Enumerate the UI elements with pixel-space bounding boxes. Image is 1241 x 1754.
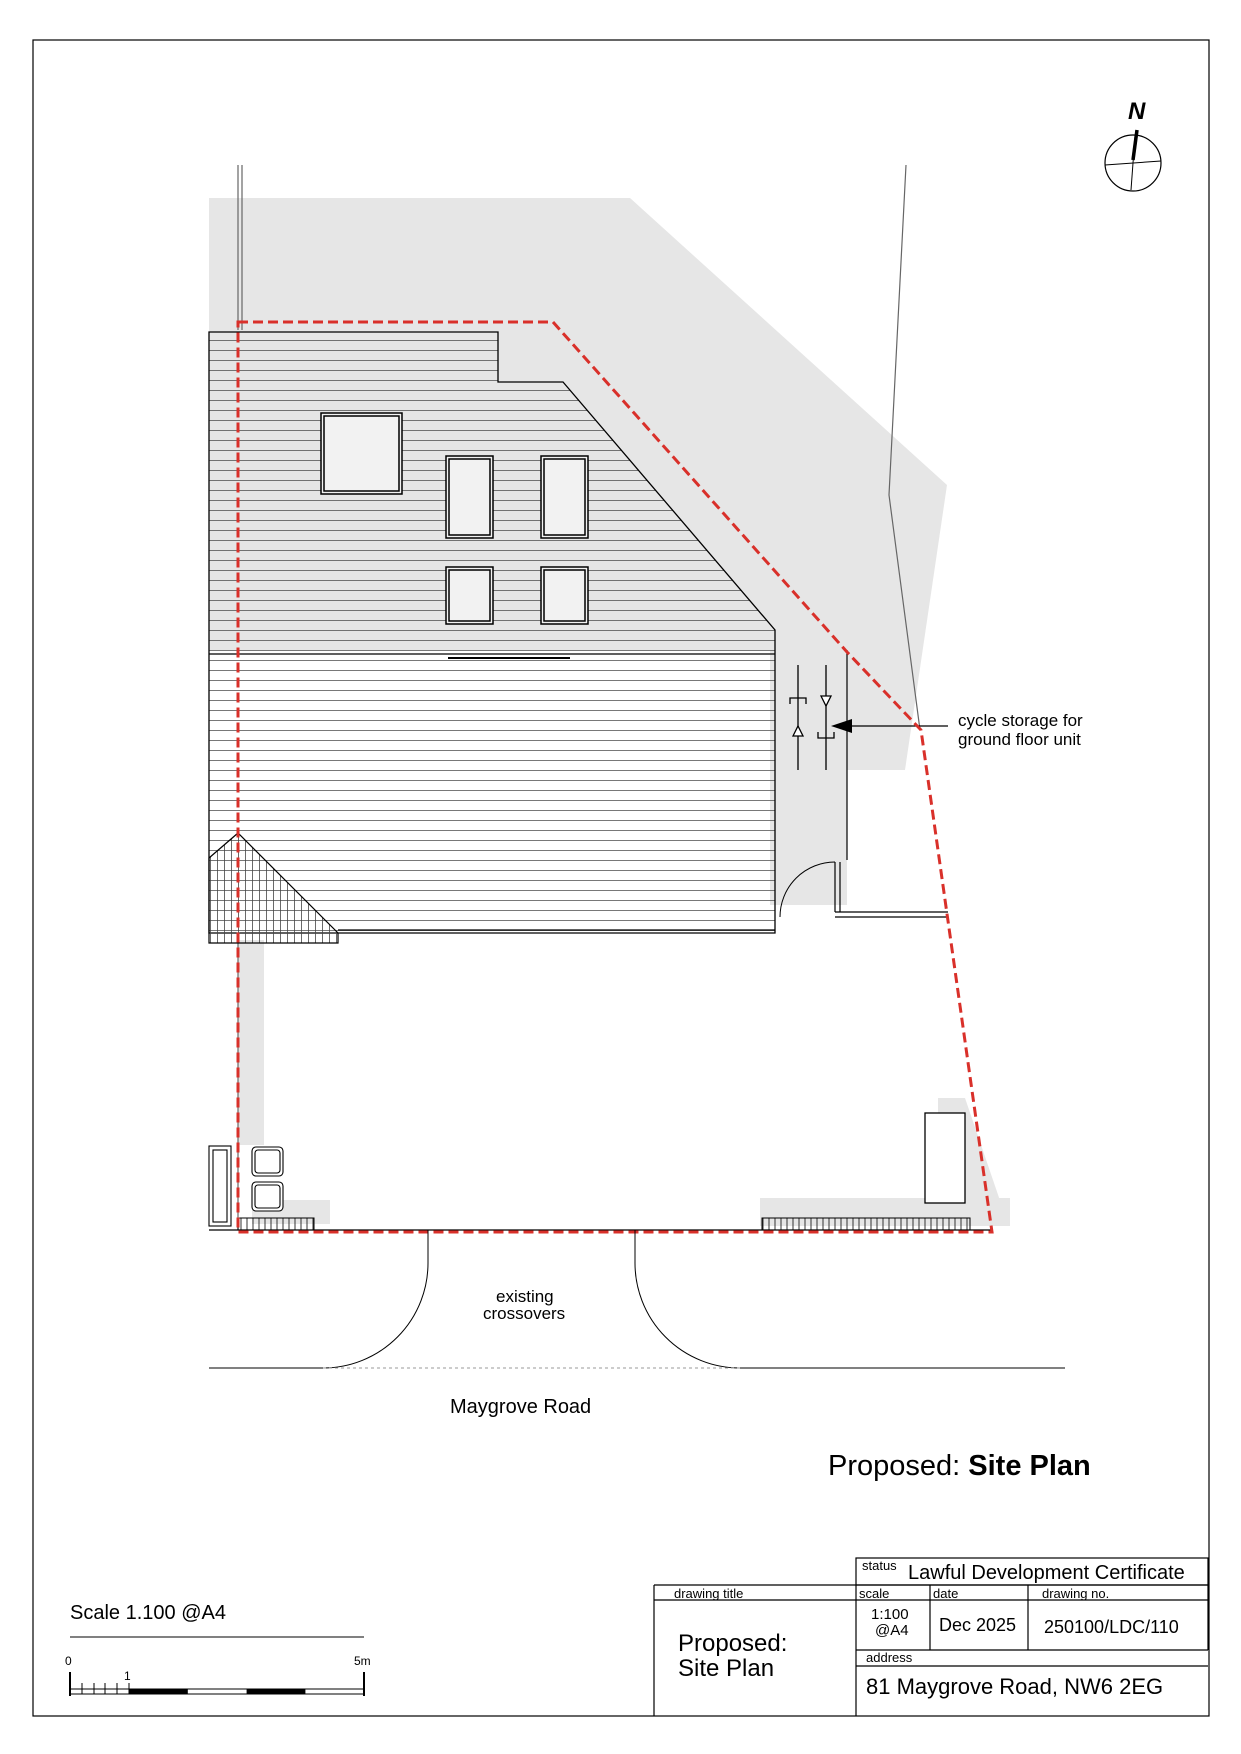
address-label: address — [866, 1650, 913, 1665]
crossovers-kerb — [209, 1230, 1065, 1368]
drawing-heading-prefix: Proposed: — [828, 1450, 961, 1482]
drawing-title-line1: Proposed: — [678, 1630, 788, 1657]
scale-tick-5: 5m — [354, 1654, 371, 1668]
road-name: Maygrove Road — [450, 1396, 592, 1418]
drawing-no-value: 250100/LDC/110 — [1044, 1617, 1179, 1637]
cycle-storage-label-line1: cycle storage for — [958, 711, 1083, 730]
status-value: Lawful Development Certificate — [908, 1562, 1185, 1584]
drawing-title-label: drawing title — [674, 1586, 744, 1601]
status-label: status — [862, 1558, 897, 1573]
scale-label: scale — [859, 1586, 890, 1601]
date-value: Dec 2025 — [939, 1615, 1017, 1635]
scale-tick-1: 1 — [124, 1669, 131, 1683]
scale-bar — [70, 1637, 364, 1696]
address-value: 81 Maygrove Road, NW6 2EG — [866, 1674, 1164, 1699]
scale-tick-0: 0 — [65, 1654, 72, 1668]
scale-value-line1: 1:100 — [871, 1606, 909, 1623]
drawing-no-label: drawing no. — [1042, 1586, 1110, 1601]
crossovers-label-line2: crossovers — [483, 1304, 566, 1323]
scale-title: Scale 1.100 @A4 — [70, 1602, 226, 1624]
crossovers-label-line1: existing — [496, 1287, 554, 1306]
drawing-title-line2: Site Plan — [678, 1655, 775, 1682]
drawing-heading-main: Site Plan — [968, 1450, 1091, 1482]
north-arrow-icon — [1105, 130, 1161, 191]
cycle-storage-label-line2: ground floor unit — [958, 730, 1081, 749]
date-label: date — [933, 1586, 959, 1601]
north-label: N — [1128, 98, 1146, 125]
drawing-heading — [828, 1452, 1091, 1481]
front-store-box — [925, 1113, 965, 1203]
scale-value-line2: @A4 — [875, 1622, 909, 1639]
